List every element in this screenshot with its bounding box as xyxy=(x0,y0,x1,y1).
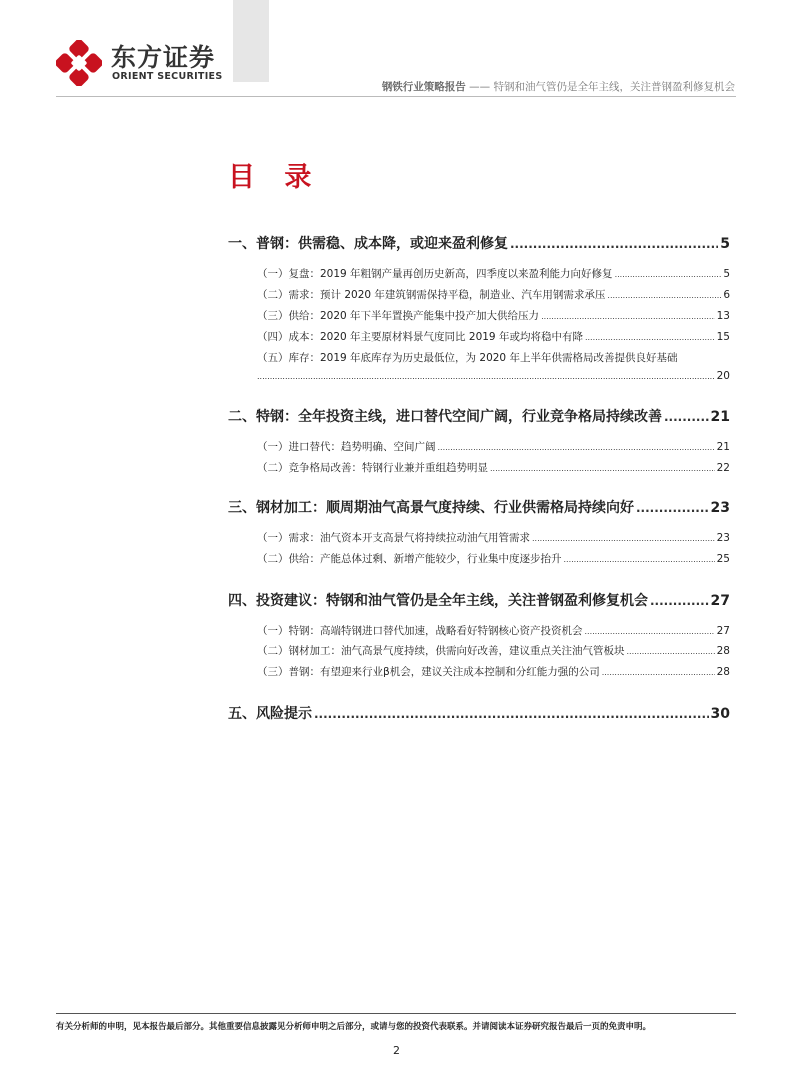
orient-logo-icon xyxy=(56,40,102,86)
toc-entry-4[interactable]: 四、投资建议：特钢和油气管仍是全年主线，关注普钢盈利修复机会 ..... 27 xyxy=(228,590,730,610)
footer-divider xyxy=(56,1013,736,1014)
header-separator: —— xyxy=(469,81,491,93)
toc-entry-2-2[interactable]: （二）竞争格局改善：特钢行业兼并重组趋势明显 ..... 22 xyxy=(228,460,730,475)
toc-entry-2[interactable]: 二、特钢：全年投资主线，进口替代空间广阔，行业竞争格局持续改善 ..... 21 xyxy=(228,406,730,426)
toc-entry-1-5-continuation[interactable] xyxy=(257,370,730,382)
report-header xyxy=(382,79,735,94)
report-title: 特钢和油气管仍是全年主线，关注普钢盈利修复机会 xyxy=(493,81,735,93)
toc-entry-3-1[interactable]: （一）需求：油气资本开支高景气将持续拉动油气用管需求 ..... 23 xyxy=(228,530,730,545)
header-gray-tab xyxy=(233,0,269,82)
toc-entry-4-1[interactable]: （一）特钢：高端特钢进口替代加速，战略看好特钢核心资产投资机会 ..... 27 xyxy=(228,623,730,638)
orient-securities-logo xyxy=(56,40,226,86)
toc-title: 目 录 xyxy=(228,162,322,193)
toc-entry-5[interactable]: 五、风险提示 ..... 30 xyxy=(228,703,730,723)
toc-entry-3[interactable]: 三、钢材加工：顺周期油气高景气度持续、行业供需格局持续向好 ..... 23 xyxy=(228,497,730,517)
toc-entry-4-2[interactable]: （二）钢材加工：油气高景气度持续，供需向好改善，建议重点关注油气管板块 ..... 28 xyxy=(228,643,730,658)
page-number: 2 xyxy=(393,1044,400,1057)
toc-entry-1-3[interactable]: （三）供给：2020 年下半年置换产能集中投产加大供给压力 ..... 13 xyxy=(228,308,730,323)
toc-entry-1-1[interactable]: （一）复盘：2019 年粗钢产量再创历史新高，四季度以来盈利能力向好修复 ..... 5 xyxy=(228,266,730,281)
toc-entry-1-5[interactable]: （五）库存：2019 年底库存为历史最低位，为 2020 年上半年供需格局改善提供良好基础 xyxy=(257,352,678,364)
toc-entry-2-1[interactable]: （一）进口替代：趋势明确、空间广阔 ..... 21 xyxy=(228,439,730,454)
toc-entry-1-2[interactable]: （二）需求：预计 2020 年建筑钢需保持平稳，制造业、汽车用钢需求承压 ..... 6 xyxy=(228,287,730,302)
toc-entry-1-5-page: 20 xyxy=(716,370,730,382)
logo-chinese-name: 东方证券 xyxy=(111,43,216,72)
toc-entry-1[interactable]: 一、普钢：供需稳、成本降，或迎来盈利修复 ..... 5 xyxy=(228,233,730,253)
report-type: 钢铁行业策略报告 xyxy=(381,81,466,93)
toc-entry-1-4[interactable]: （四）成本：2020 年主要原材料景气度同比 2019 年或均将稳中有降 ..... 15 xyxy=(228,329,730,344)
logo-english-name: ORIENT SECURITIES xyxy=(112,71,223,82)
footer-disclaimer: 有关分析师的申明，见本报告最后部分。其他重要信息披露见分析师申明之后部分，或请与您的投资代表联系。并请阅读本证券研究报告最后一页的免责申明。 xyxy=(56,1022,652,1032)
toc-entry-4-3[interactable]: （三）普钢：有望迎来行业β机会，建议关注成本控制和分红能力强的公司 ..... 28 xyxy=(228,664,730,679)
toc-entry-3-2[interactable]: （二）供给：产能总体过剩、新增产能较少，行业集中度逐步抬升 ..... 25 xyxy=(228,551,730,566)
header-divider xyxy=(56,96,736,97)
